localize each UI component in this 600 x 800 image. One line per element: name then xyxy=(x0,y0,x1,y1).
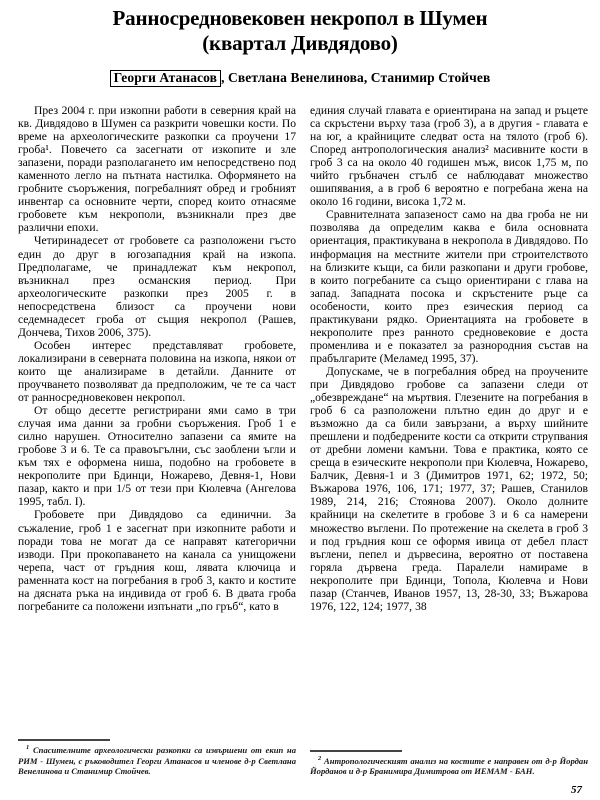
footnote-separator-rule xyxy=(18,739,110,741)
left-column xyxy=(18,104,296,613)
footnote-text xyxy=(18,745,296,776)
page-number: 57 xyxy=(571,784,582,796)
paragraph: От общо десетте регистрирани ями само в три случая има данни за гробни съоръжения. Гроб 1 е силно нарушен. Относително запазени са ямите на гробове 3 и 6. Те са правоъгълни, със заоблени ъгли и към тях е оформена ниша, подобно на гробовете в некрополите при Бдинци, Ножарево, Девня-1, Нови пазар, както и при 1/5 от тези при Кюлевча (Ангелова 1995, табл. I). xyxy=(18,404,296,509)
footnote-separator-rule xyxy=(310,750,402,752)
title-line-2: (квартал Дивдядово) xyxy=(202,31,398,55)
paragraph: единия случай главата е ориентирана на запад и ръцете са скръстени върху таза (гроб 3), а в другия - главата е на юг, а крайниците следват оста на тялото (гроб 6). Според антропологическия анализ² масивните кости в гроб 3 са на около 40 годишен мъж, висок 1,75 м, по чийто гръбначен стълб се наблюдават множество ошипявания, а в гроб 6 вероятно е погребана жена на около 16 години, висока 1,72 м. xyxy=(310,104,588,209)
footnote-body: Антропологическият анализ на костите е направен от д-р Йордан Йорданов и д-р Бранимира Димитрова от ИЕМАМ - БАН. xyxy=(310,755,588,776)
paragraph: Четиринадесет от гробовете са разположени гъсто един до друг в югозападния край на изкопа. Предполагаме, че принадлежат към некропол, възникнал през османския период. При археологическите разкопки през 2005 г. в непосредствена близост са проучени нови седемнадесет гроба от същия некропол (Рашев, Дончева, Тихов 2006, 375). xyxy=(18,234,296,339)
footnote-marker: 2 xyxy=(318,754,322,762)
right-column xyxy=(310,104,588,613)
footnote-marker: 1 xyxy=(26,744,30,752)
paragraph: През 2004 г. при изкопни работи в северния край на кв. Дивдядово в Шумен са разкрити човешки кости. По време на археологическите разкопки са проучени 17 гроба¹. Повечето са засегнати от изкопите и зле запазени, поради разполагането им непосредствено под каменното легло на пътната настилка. Оформянето на гробните съоръжения, погребалният обред и гробният инвентар са основните черти, според които отнасяме гробовете към некрополи, възникнали през две различни епохи. xyxy=(18,104,296,235)
body-columns xyxy=(18,104,588,613)
footnote-right xyxy=(310,750,588,776)
page-title xyxy=(0,0,600,56)
footnote-left xyxy=(18,739,296,776)
author-list-rest: , Светлана Венелинова, Станимир Стойчев xyxy=(221,70,491,85)
paragraph: Сравнителната запазеност само на два гроба не ни позволява да определим каква е била основната ориентация, практикувана в некропола в Дивдядово. По информация на местните жители при строителството на близките къщи, са били разкопани и други гробове, в които погребаните са също ориентирани с глава на запад. Западната посока и скръстените ръце са особености, които през езическия период са практикувани рядко. Ориентацията на гробовете в некрополите през ранното средновековие е доста променлива и е показател за разнородния състав на прабългарите (Меламед 1995, 37). xyxy=(310,208,588,365)
title-line-1: Ранносредновековен некропол в Шумен xyxy=(112,6,488,30)
author-boxed-deceased: Георги Атанасов xyxy=(110,70,221,87)
paragraph: Допускаме, че в погребалния обред на проучените при Дивдядово гробове са запазени следи от „обезвреждане“ на мъртвия. Глезените на погребания в гроб 6 са разположени плътно един до друг и е възможно да са били завързани, а върху шийните прешлени и подбедрените кости са открити струпвания от дребни ломени камъни. Това е практика, която се среща в езическите некрополи при Кюлевча, Ножарево, Балчик, Девня-1 и 3 (Димитров 1971, 62; 1972, 50; Въжарова 1976, 106, 171; 1977, 37; Рашев, Станилов 1989, 214, 216; Стоянова 2007). Около долните крайници на скелетите в гробове 3 и 6 са намерени множество въглени. По протежение на скелета в гроб 3 и под гръдния кош се оформя ивица от дебел пласт въглени, пепел и дървесина, вероятно от поставена горяла дървена греда. Паралели намираме в некрополите при Бдинци, Топола, Кюлевча и Нови пазар (Станчев, Иванов 1957, 13, 28-30, 33; Въжарова 1976, 122, 124; 1977, 38 xyxy=(310,364,588,613)
footnote-text xyxy=(310,756,588,776)
paragraph: Особен интерес представляват гробовете, локализирани в северната половина на изкопа, някои от които ще анализираме в детайли. Данните от проучването позволяват да предположим, че те са част от ранносредновековен некропол. xyxy=(18,338,296,405)
paragraph: Гробовете при Дивдядово са единични. За съжаление, гроб 1 е засегнат при изкопните работи и поради това не могат да се направят категорични изводи. При прокопаването на канала са унищожени черепа, част от гръдния кош, лявата ключица и раменната кост на погребания в гроб 3, както и костите на дясната ръка на индивида от гроб 6. В двата гроба погребаните са положени изпънати „по гръб“, като в xyxy=(18,508,296,613)
author-byline xyxy=(0,70,600,87)
footnote-body: Спасителните археологически разкопки са извършени от екип на РИМ - Шумен, с ръководител Георги Атанасов и членове д-р Светлана Венелинова и Станимир Стойчев. xyxy=(18,745,296,776)
